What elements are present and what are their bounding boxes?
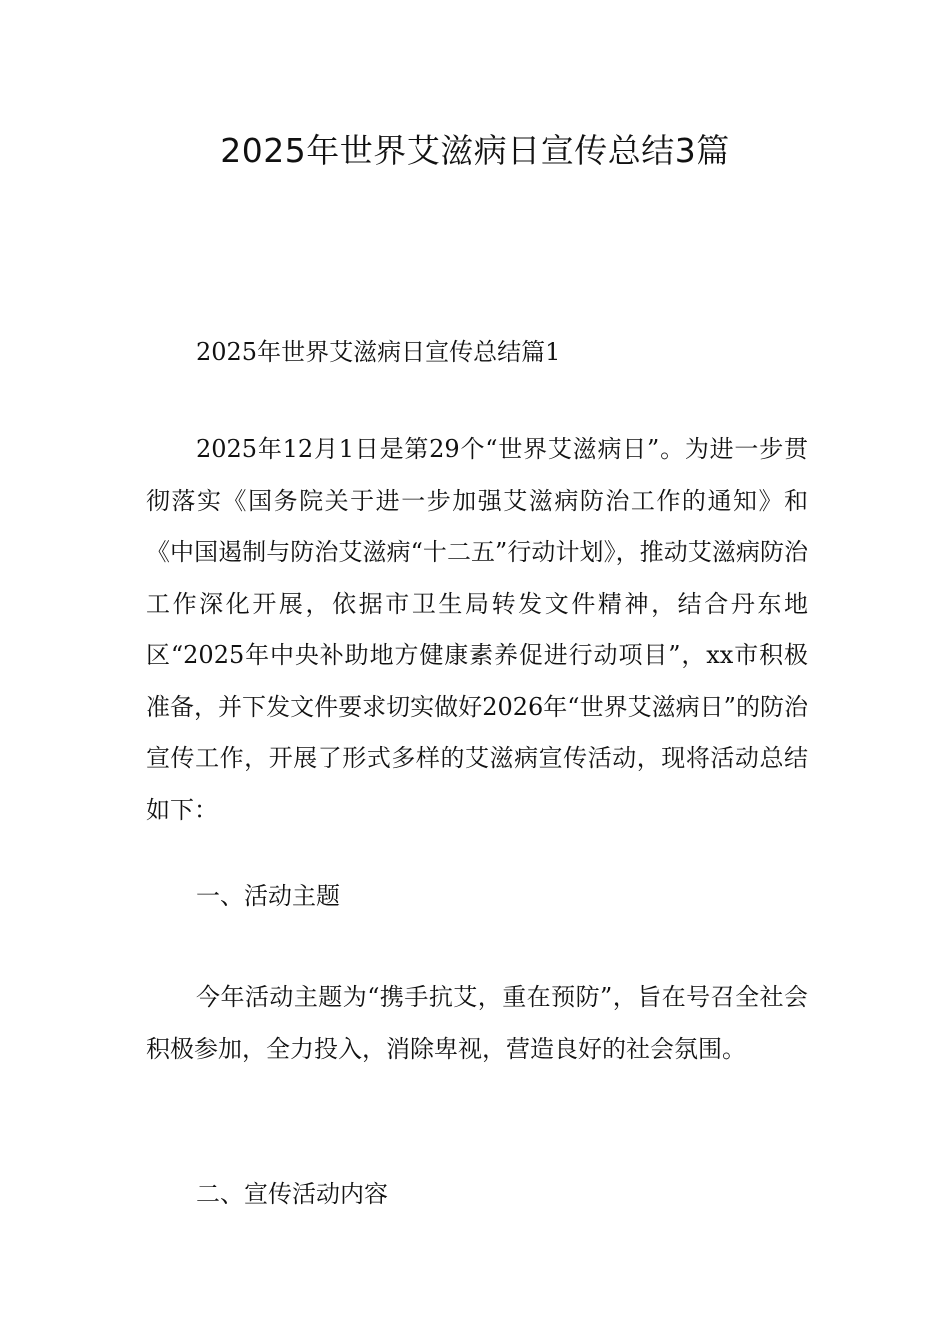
theme-paragraph: 今年活动主题为“携手抗艾，重在预防”，旨在号召全社会积极参加，全力投入，消除卑视，营造良好的社会氛围。 bbox=[146, 983, 808, 1063]
intro-paragraph: 2025年12月1日是第29个“世界艾滋病日”。为进一步贯彻落实《国务院关于进一步加强艾滋病防治工作的通知》和《中国遏制与防治艾滋病“十二五”行动计划》，推动艾滋病防治工作深化开展，依据市卫生局转发文件精神，结合丹东地区“2025年中央补助地方健康素养促进行动项目”，xx市积极准备，并下发文件要求切实做好2026年“世界艾滋病日”的防治宣传工作，开展了形式多样的艾滋病宣传活动，现将活动总结如下： bbox=[146, 435, 808, 824]
heading-activity-theme: 一、活动主题 bbox=[196, 882, 340, 910]
heading-publicity-content: 二、宣传活动内容 bbox=[196, 1180, 388, 1208]
document-title: 2025年世界艾滋病日宣传总结3篇 bbox=[220, 131, 730, 170]
section-heading: 2025年世界艾滋病日宣传总结篇1 bbox=[196, 338, 561, 366]
